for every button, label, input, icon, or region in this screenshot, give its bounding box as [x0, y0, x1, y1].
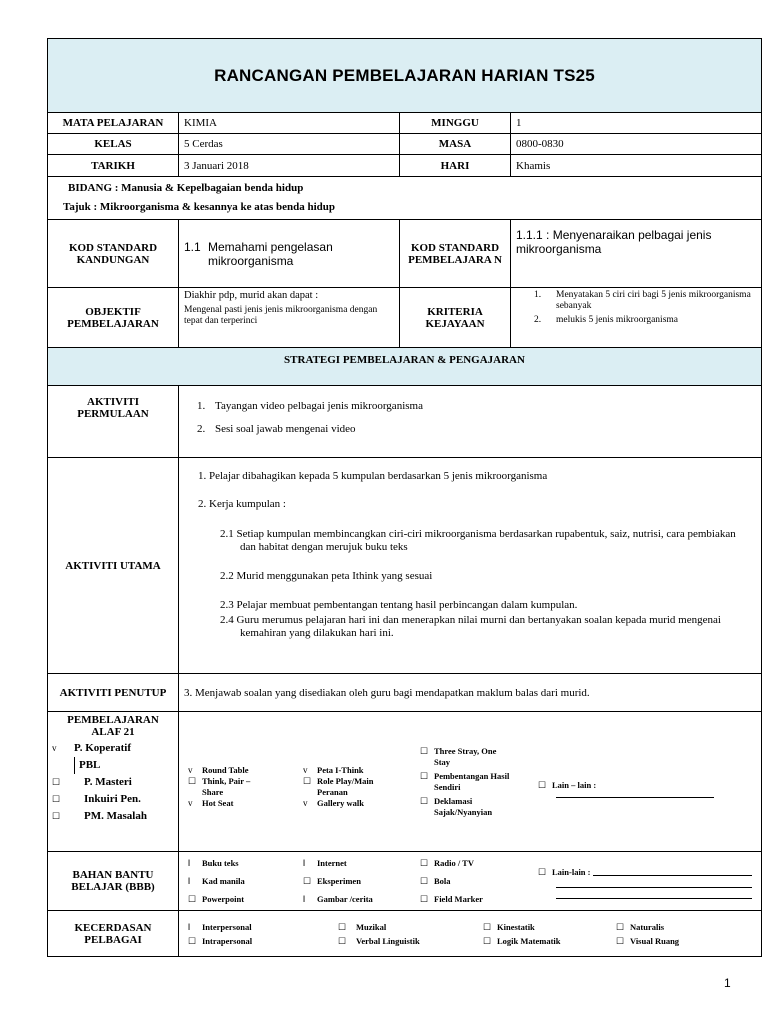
alaf21-item: PBL — [74, 757, 174, 774]
kecerdasan-option: ☐ Muzikal — [338, 921, 387, 932]
kecerdasan-option: ☐ Verbal Linguistik — [338, 935, 420, 946]
ksp-text: Menyenaraikan pelbagai jenis mikroorganisma — [516, 228, 712, 256]
bbb-option: ǁ Kad manila — [188, 876, 245, 886]
aktiviti-penutup-label: AKTIVITI PENUTUP — [48, 674, 179, 712]
ksp-label: KOD STANDARD PEMBELAJARA N — [400, 220, 511, 288]
objektif-line1: Diakhir pdp, murid akan dapat : — [184, 290, 319, 301]
bidang-tajuk — [48, 177, 762, 220]
kriteria-content — [511, 288, 762, 348]
kecerdasan-option: ☐ Kinestatik — [483, 921, 535, 932]
mata-pelajaran-label: MATA PELAJARAN — [48, 113, 179, 134]
alaf21-options — [179, 712, 762, 852]
alaf21-cell — [48, 712, 179, 852]
kecerdasan-option: ǁ Interpersonal — [188, 921, 252, 932]
alaf21-option: ☐ Role Play/Main Peranan — [303, 775, 374, 797]
alaf21-lain: ☐ Lain – lain : — [538, 779, 597, 790]
permulaan-item: 1. Tayangan video pelbagai jenis mikroorganisma — [197, 400, 423, 412]
bbb-option: ☐ Eksperimen — [303, 876, 361, 886]
permulaan-item: 2. Sesi soal jawab mengenai video — [197, 423, 356, 435]
kecerdasan-option: ☐ Visual Ruang — [616, 935, 680, 946]
alaf21-option: v Gallery walk — [303, 797, 364, 808]
minggu-label: MINGGU — [400, 113, 511, 134]
ksk-content — [179, 220, 400, 288]
hari-label: HARI — [400, 155, 511, 177]
alaf21-item: ☐ PM. Masalah — [52, 810, 147, 822]
alaf21-option: v Hot Seat — [188, 797, 234, 808]
kriteria-item: 1. Menyatakan 5 ciri ciri bagi 5 jenis mikroorganisma sebanyak — [534, 290, 751, 311]
ksp-content — [511, 220, 762, 288]
utama-p24: 2.4 Guru merumus pelajaran hari ini dan menerapkan nilai murni dan bertanyakan soalan kepada murid mengenai kemahiran yang dilakukan hari ini. — [220, 614, 721, 639]
kecerdasan-options — [179, 911, 762, 957]
bbb-option: ☐ Radio / TV — [420, 858, 474, 868]
objektif-line2: Mengenal pasti jenis jenis mikroorganisma dengan tepat dan terperinci — [184, 305, 378, 326]
objektif-label: OBJEKTIF PEMBELAJARAN — [48, 288, 179, 348]
kecerdasan-option: ☐ Logik Matematik — [483, 935, 561, 946]
kelas-label: KELAS — [48, 134, 179, 155]
bbb-option: ☐ Bola — [420, 876, 451, 886]
alaf21-item: ☐ P. Masteri — [52, 776, 132, 788]
alaf21-list — [52, 740, 174, 825]
utama-p21: 2.1 Setiap kumpulan membincangkan ciri-ciri mikroorganisma berdasarkan rupabentuk, saiz, nutrisi, cara pembiakan dan habitat dengan merujuk buku teks — [220, 528, 736, 553]
tajuk-text: Tajuk : Mikroorganisma & kesannya ke atas benda hidup — [63, 201, 336, 213]
aktiviti-utama-label: AKTIVITI UTAMA — [48, 458, 179, 674]
bbb-options — [179, 852, 762, 911]
hari-value: Khamis — [511, 155, 762, 177]
alaf21-option: ☐ Deklamasi Sajak/Nyanyian — [420, 795, 493, 817]
aktiviti-permulaan-content — [179, 386, 762, 458]
minggu-value: 1 — [511, 113, 762, 134]
alaf21-option: ☐ Pembentangan Hasil Sendiri — [420, 770, 510, 792]
mata-pelajaran-value: KIMIA — [179, 113, 400, 134]
kecerdasan-grid — [183, 918, 757, 950]
aktiviti-permulaan-label: AKTIVITI PERMULAAN — [48, 386, 179, 458]
alaf21-option: ☐ Think, Pair – Share — [188, 775, 251, 797]
utama-p23: 2.3 Pelajar membuat pembentangan tentang hasil perbincangan dalam kumpulan. — [220, 599, 578, 611]
masa-label: MASA — [400, 134, 511, 155]
alaf21-grid — [183, 744, 757, 820]
alaf21-label: PEMBELAJARAN ALAF 21 — [67, 714, 159, 738]
strategi-header: STRATEGI PEMBELAJARAN & PENGAJARAN — [48, 348, 762, 386]
alaf21-option: ☐ Three Stray, One Stay — [420, 745, 497, 767]
ksp-number: 1.1.1 : — [516, 228, 550, 242]
bbb-option: ☐ Powerpoint — [188, 894, 245, 904]
aktiviti-penutup-content: 3. Menjawab soalan yang disediakan oleh guru bagi mendapatkan maklum balas dari murid. — [179, 674, 762, 712]
ksk-number: 1.1 — [184, 239, 201, 254]
utama-p22: 2.2 Murid menggunakan peta Ithink yang sesuai — [220, 570, 433, 582]
alaf21-lain-line[interactable] — [556, 797, 714, 798]
tarikh-label: TARIKH — [48, 155, 179, 177]
bbb-option: ☐ Field Marker — [420, 894, 483, 904]
kriteria-label: KRITERIA KEJAYAAN — [400, 288, 511, 348]
tarikh-value: 3 Januari 2018 — [179, 155, 400, 177]
objektif-content — [179, 288, 400, 348]
utama-p2: 2. Kerja kumpulan : — [198, 498, 286, 510]
bbb-option: ǁ Gambar /cerita — [303, 894, 373, 904]
bbb-lain-line[interactable] — [556, 898, 752, 899]
bbb-grid — [183, 852, 757, 910]
rph-table — [47, 38, 762, 957]
page-title: RANCANGAN PEMBELAJARAN HARIAN TS25 — [48, 39, 762, 113]
bidang-text: BIDANG : Manusia & Kepelbagaian benda hidup — [68, 182, 304, 194]
bbb-option: ǁ Buku teks — [188, 858, 239, 868]
kelas-value: 5 Cerdas — [179, 134, 400, 155]
kecerdasan-label: KECERDASAN PELBAGAI — [48, 911, 179, 957]
masa-value: 0800-0830 — [511, 134, 762, 155]
alaf21-option: v Round Table — [188, 764, 249, 775]
kecerdasan-option: ☐ Naturalis — [616, 921, 664, 932]
alaf21-item: ☐ Inkuiri Pen. — [52, 793, 141, 805]
page-number: 1 — [724, 976, 731, 990]
bbb-option: ǁ Internet — [303, 858, 347, 868]
bbb-label: BAHAN BANTU BELAJAR (BBB) — [48, 852, 179, 911]
bbb-lain-line[interactable] — [556, 887, 752, 888]
kecerdasan-option: ☐ Intrapersonal — [188, 935, 253, 946]
alaf21-item: v P. Koperatif — [52, 742, 132, 754]
alaf21-option: v Peta I-Think — [303, 764, 364, 775]
bbb-lain: ☐ Lain-lain : — [538, 863, 752, 881]
ksk-text: Memahami pengelasan mikroorganisma — [208, 239, 333, 268]
aktiviti-utama-content — [179, 458, 762, 674]
utama-p1: 1. Pelajar dibahagikan kepada 5 kumpulan berdasarkan 5 jenis mikroorganisma — [198, 470, 548, 482]
ksk-label: KOD STANDARD KANDUNGAN — [48, 220, 179, 288]
kriteria-item: 2. melukis 5 jenis mikroorganisma — [534, 315, 678, 325]
